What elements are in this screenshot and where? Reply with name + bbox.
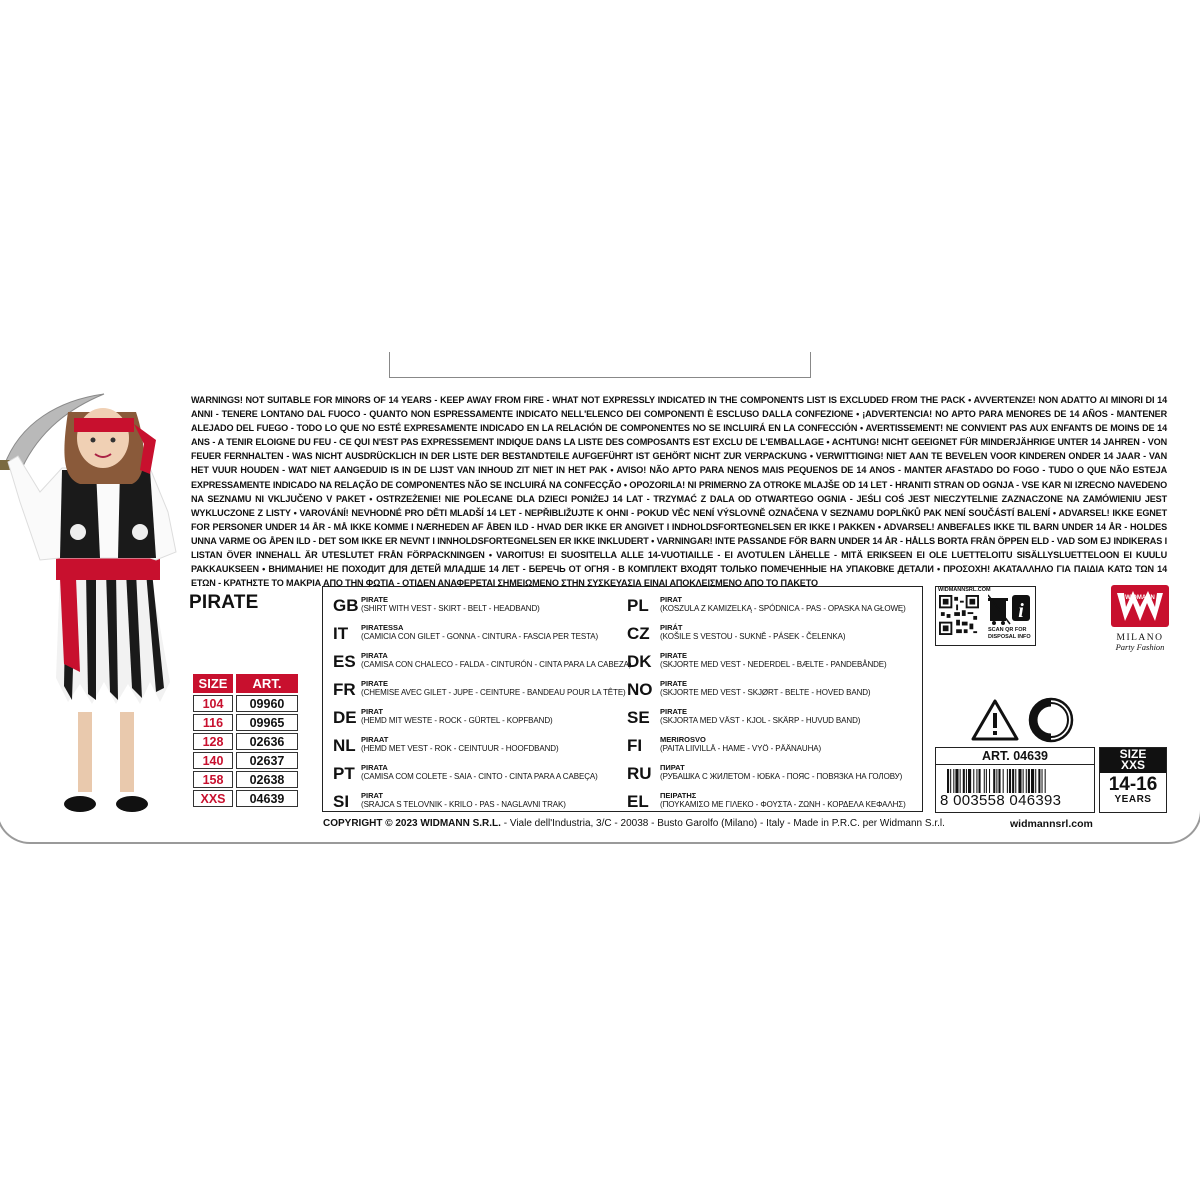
- size-cell: 104: [193, 695, 233, 712]
- language-desc: (HEMD MIT WESTE - ROCK - GÜRTEL - KOPFBAND): [361, 716, 553, 725]
- barcode-bar: [947, 769, 949, 793]
- table-row: [193, 695, 298, 712]
- language-name: PIRATA: [361, 763, 388, 772]
- barcode-bar: [986, 769, 987, 793]
- brand-logo-word: WIDMANN: [1125, 595, 1155, 601]
- product-title: PIRATE: [189, 592, 259, 613]
- language-name: PIRAAT: [361, 735, 389, 744]
- language-code: DK: [627, 652, 652, 671]
- svg-text:i: i: [1018, 600, 1024, 622]
- language-desc: (РУБАШКА С ЖИЛЕТОМ - ЮБКА - ПОЯС - ПОВЯЗКА НА ГОЛОВУ): [660, 772, 903, 781]
- table-row: [193, 714, 298, 731]
- language-code: NL: [333, 736, 356, 755]
- art-cell: 04639: [236, 790, 298, 807]
- barcode-bar: [1007, 769, 1008, 793]
- language-code: PL: [627, 596, 649, 615]
- language-name: PIRAT: [361, 791, 383, 800]
- recycling-bin-icon: [988, 593, 1032, 625]
- barcode-bar: [989, 769, 990, 793]
- language-name: PIRATE: [660, 679, 687, 688]
- scan-line-1: SCAN QR FOR: [988, 627, 1027, 633]
- language-name: PIRAT: [660, 595, 682, 604]
- language-desc: (CAMICIA CON GILET - GONNA - CINTURA - FASCIA PER TESTA): [361, 632, 599, 641]
- scan-qr-text: [988, 627, 1031, 640]
- copyright-line: [323, 818, 945, 829]
- size-badge: [1099, 747, 1167, 813]
- table-row: [193, 733, 298, 750]
- barcode-bar: [1023, 769, 1024, 793]
- language-desc: (SKJORTE MED VEST - SKJØRT - BELTE - HOVED BAND): [660, 688, 871, 697]
- language-name: PIRATE: [660, 707, 687, 716]
- language-name: ΠΕΙΡΑΤΗΣ: [660, 791, 697, 800]
- barcode-bar: [1028, 769, 1030, 793]
- art-cell: 09965: [236, 714, 298, 731]
- size-header: SIZE: [193, 674, 233, 693]
- barcode-bar: [1026, 769, 1027, 793]
- language-desc: (CAMISA CON CHALECO - FALDA - CINTURÓN - CINTA PARA LA CABEZA): [361, 660, 632, 669]
- barcode-bar: [976, 769, 977, 793]
- language-name: PIRATE: [660, 651, 687, 660]
- size-badge-years: 14-16: [1108, 774, 1158, 795]
- barcode-bar: [1003, 769, 1004, 793]
- barcode-bar: [979, 769, 981, 793]
- barcode-block: [935, 747, 1095, 813]
- size-cell: XXS: [193, 790, 233, 807]
- language-code: CZ: [627, 624, 650, 643]
- barcode-bar: [966, 769, 967, 793]
- language-code: IT: [333, 624, 349, 643]
- scan-line-2: DISPOSAL INFO: [988, 633, 1031, 640]
- art-number-label: ART. 04639: [936, 748, 1094, 765]
- brand-city: MILANO: [1116, 633, 1164, 643]
- warning-triangle-icon: [970, 698, 1020, 742]
- warnings-text: WARNINGS! NOT SUITABLE FOR MINORS OF 14 YEARS - KEEP AWAY FROM FIRE - WHAT NOT EXPRESSLY INDICATED IN THE COMPONENTS LIST IS EXCLUDED FROM THE PACK • AVVERTENZE! NON ADATTO AI MINORI DI 14 ANNI - TENERE LONTANO DAL FUOCO - QUANTO NON ESPRESSAMENTE INDICATO NELL'ELENCO DEI COMPONENTI È ESCLUSO DALLA CONFEZIONE • ¡ADVERTENCIA! NO APTO PARA MENORES DE 14 AÑOS - MANTENER ALEJADO DEL FUEGO - TODO LO QUE NO ESTÉ EXPRESAMENTE INDICADO EN LA RELACIÓN DE COMPONENTES NO SE INCLUIRÁ EN LA CONFECCIÓN • AVERTISSEMENT! NE CONVIENT PAS AUX ENFANTS DE MOINS DE 14 ANS - A TENIR ELOIGNE DU FEU - CE QUI N'EST PAS EXPRESSEMENT INDIQUE DANS LA LISTE DES COMPOSANTS EST EXCLU DE L'EMBALLAGE • ACHTUNG! NICHT GEEIGNET FÜR MINDERJÄHRIGE UNTER 14 JAHREN - VON FEUER FERNHALTEN - WAS NICHT AUSDRÜCKLICH IN DER LISTE DER BESTANDTEILE AUFGEFÜHRT IST GEHÖRT NICHT ZUR VERPACKUNG • VERWITTIGING! NIET AAN TE BEVELEN VOOR KINDEREN ONDER 14 JAAR - VAN HET VUUR HOUDEN - WAT NIET AANGEDUID IS IN DE LIJST VAN INHOUD ZIT NIET IN HET PAK • AVISO! NÃO APTO PARA NENOS MAIS PEQUENOS DE 14 ANOS - MANTER AFASTADO DO FOGO - TUDO O QUE NÃO ESTEJA EXPRESSAMENTE INDICADO NA RELAÇÃO DE COMPONENTES NÃO SE INCLUIRÁ NA CONFECÇÃO • OPOZORILA! NI PRIMERNO ZA OTROKE MLAJŠE OD 14 LET - HRANITI STRAN OD OGNJA - VSE KAR NI IZRECNO NAVEDENO NA SEZNAMU NI VKLJUČENO V PAKET • OSTRZEŻENIE! NIE POLECANE DLA DZIECI PONIŻEJ 14 LAT - TRZYMAĆ Z DALA OD OTWARTEGO OGNIA - JEŚLI COŚ JEST NIECZYTELNIE ZAZNACZONE NA ZAMÓWIENIU JEST WYKLUCZONE Z LISTY • VAROVÁNÍ! NEVHODNÉ PRO DĚTI MLADŠÍ 14 LET - NEPŘIBLIŽUJTE K OHNI - POKUD VĚC NENÍ VÝSLOVNĚ OZNAČENA V SEZNAMU DOPLŇKŮ PAK NENÍ SOUČÁSTÍ BALENÍ • ADVARSEL! IKKE EGNET FOR PERSONER UNDER 14 ÅR - MÅ IKKE KOMME I NÆRHEDEN AF ÅBEN ILD - HVAD DER IKKE ER ANGIVET I INDHOLDSFORTEGNELSEN ER IKKE I PAKKEN • ADVARSEL! ANBEFALES IKKE TIL BARN UNDER 14 ÅR - HOLDES UNNA VARME OG ÅPEN ILD - DET SOM IKKE ER NEVNT I INNHOLDSFORTEGNELSEN ER IKKE INKLUDERT • VARNINGAR! INTE PASSANDE FÖR BARN UNDER 14 ÅR - HÅLLS BORTA FRÅN ÖPPEN ELD - VAD SOM EJ INDIKERAS I LISTAN ÖVER INNEHALL ÄR UTESLUTET FRÅN FÖRPACKNINGEN • VAROITUS! EI SUOSITELLA ALLE 14-VUOTIAILLE - EI AVOTULEN LÄHELLE - MITÄ ERIKSEEN EI OLE LUETTELOITU SISÄLLYSLUETTELOON EI KUULU PAKKAUKSEEN • ВНИМАНИЕ! НЕ ПОХОДИТ ДЛЯ ДЕТЕЙ МЛАДШЕ 14 ЛЕТ - БЕРЕЧЬ ОТ ОГНЯ - В КОМПЛЕКТ ВХОДЯТ ТОЛЬКО ПОМЕЧЕННЫЕ НА УПАКОВКЕ ДЕТАЛИ • ΠΡΟΣΟΧΗ! ΑΚΑΤΑΛΛΗΛΟ ΓΙΑ ΠΑΙΔΙΑ ΚΑΤΩ ΤΩΝ 14 ΕΤΩΝ - ΚΡΑΤΗΣΤΕ ΤΟ ΜΑΚΡΙΑ ΑΠΟ ΤΗΝ ΦΩΤΙΑ - ΟΤΙΔΕΝ ΑΝΑΦΕΡΕΤΑΙ ΣΗΜΕΙΩΜΕΝΟ ΣΤΗΝ ΣΥΣΚΕΥΑΣΙΑ ΕΙΝΑΙ ΑΠΟΚΛΕΙΣΜΕΝΟ ΑΠΟ ΤΟ ΠΑΚΕΤΟ: [191, 395, 1167, 589]
- table-row: [193, 752, 298, 769]
- barcode-bar: [993, 769, 995, 793]
- language-code: SI: [333, 792, 350, 811]
- size-badge-years-label: YEARS: [1114, 794, 1152, 805]
- barcode-bar: [984, 769, 985, 793]
- language-name: PIRÁT: [660, 623, 683, 632]
- barcode-bar: [973, 769, 974, 793]
- barcode-bar: [996, 769, 997, 793]
- language-name: PIRATE: [361, 679, 388, 688]
- language-desc: (KOSZULA Z KAMIZELKĄ - SPÓDNICA - PAS - OPASKA NA GŁOWĘ): [660, 604, 906, 613]
- size-cell: 128: [193, 733, 233, 750]
- barcode-bar: [955, 769, 958, 793]
- language-desc: (CAMISA COM COLETE - SAIA - CINTO - CINTA PARA A CABEÇA): [361, 772, 598, 781]
- barcode-bar: [968, 769, 971, 793]
- language-desc: (HEMD MET VEST - ROK - CEINTUUR - HOOFDBAND): [361, 744, 559, 753]
- qr-url-label: WIDMANNSRL.COM: [938, 587, 991, 593]
- language-desc: (SKJORTE MED VEST - NEDERDEL - BÆLTE - PANDEBÅNDE): [660, 660, 887, 669]
- language-name: PIRATESSA: [361, 623, 404, 632]
- size-cell: 140: [193, 752, 233, 769]
- barcode-bar: [998, 769, 1000, 793]
- table-row: [193, 771, 298, 788]
- language-name: MERIROSVO: [660, 735, 706, 744]
- language-code: FR: [333, 680, 356, 699]
- barcode-bar: [1045, 769, 1046, 793]
- size-cell: 116: [193, 714, 233, 731]
- art-cell: 09960: [236, 695, 298, 712]
- product-photo: [0, 382, 190, 827]
- language-box: [322, 586, 923, 812]
- language-code: ES: [333, 652, 356, 671]
- language-code: RU: [627, 764, 652, 783]
- barcode-bar: [1018, 769, 1021, 793]
- barcode-number: 8 003558 046393: [940, 792, 1062, 809]
- language-name: PIRAT: [361, 707, 383, 716]
- language-desc: (SKJORTA MED VÄST - KJOL - SKÄRP - HUVUD BAND): [660, 716, 861, 725]
- table-row: [193, 790, 298, 807]
- art-cell: 02636: [236, 733, 298, 750]
- barcode-bar: [960, 769, 961, 793]
- barcode-bar: [1038, 769, 1040, 793]
- size-badge-label: SIZE: [1119, 747, 1147, 761]
- barcode-bar: [1031, 769, 1034, 793]
- barcode-icon: [947, 769, 1087, 793]
- disposal-qr-block: [935, 586, 1036, 646]
- barcode-bar: [1042, 769, 1043, 793]
- barcode-bar: [950, 769, 951, 793]
- green-dot-recycle-icon: [1028, 697, 1074, 743]
- art-header: ART.: [236, 674, 298, 693]
- barcode-bar: [1012, 769, 1014, 793]
- language-name: PIRATA: [361, 651, 388, 660]
- size-art-table: [190, 672, 301, 809]
- art-cell: 02638: [236, 771, 298, 788]
- brand-tagline: Party Fashion: [1115, 642, 1165, 652]
- language-desc: (ΠΟΥΚΑΜΙΣΟ ΜΕ ΓΙΛΕΚΟ - ΦΟΥΣΤΑ - ΖΩΝΗ - ΚΟΡΔΕΛΑ ΚΕΦΑΛΗΣ): [660, 800, 906, 809]
- copyright-address: - Viale dell'Industria, 3/C - 20038 - Busto Garolfo (Milano) - Italy - Made in P.R.C. per Widmann S.r.l.: [500, 818, 945, 829]
- language-code: GB: [333, 596, 359, 615]
- size-badge-value: XXS: [1120, 758, 1145, 772]
- copyright-bold: COPYRIGHT © 2023 WIDMANN S.R.L.: [323, 818, 501, 829]
- language-desc: (SRAJCA S TELOVNIK - KRILO - PAS - NAGLAVNI TRAK): [361, 800, 566, 809]
- hang-slot: [389, 352, 811, 378]
- barcode-bar: [1009, 769, 1011, 793]
- language-code: SE: [627, 708, 650, 727]
- widmann-logo-icon: [1111, 585, 1169, 627]
- language-name: PIRATE: [361, 595, 388, 604]
- barcode-bar: [963, 769, 965, 793]
- barcode-bar: [1015, 769, 1016, 793]
- barcode-bar: [1035, 769, 1036, 793]
- size-badge-header: [1100, 748, 1166, 773]
- language-desc: (CHEMISE AVEC GILET - JUPE - CEINTURE - BANDEAU POUR LA TÊTE): [361, 688, 626, 697]
- website-link[interactable]: widmannsrl.com: [1010, 818, 1093, 830]
- barcode-bar: [953, 769, 954, 793]
- language-code: NO: [627, 680, 653, 699]
- language-code: EL: [627, 792, 649, 811]
- language-name: ПИРАТ: [660, 763, 685, 772]
- art-cell: 02637: [236, 752, 298, 769]
- language-desc: (PAITA LIIVILLÄ - HAME - VYÖ - PÄÄNAUHA): [660, 744, 822, 753]
- qr-code-icon[interactable]: [939, 595, 979, 635]
- language-desc: (KOŠILE S VESTOU - SUKNĚ - PÁSEK - ČELENKA): [660, 632, 846, 641]
- language-code: PT: [333, 764, 355, 783]
- language-code: FI: [627, 736, 643, 755]
- language-desc: (SHIRT WITH VEST - SKIRT - BELT - HEADBAND): [361, 604, 540, 613]
- language-code: DE: [333, 708, 357, 727]
- size-cell: 158: [193, 771, 233, 788]
- brand-logo: [1110, 585, 1170, 652]
